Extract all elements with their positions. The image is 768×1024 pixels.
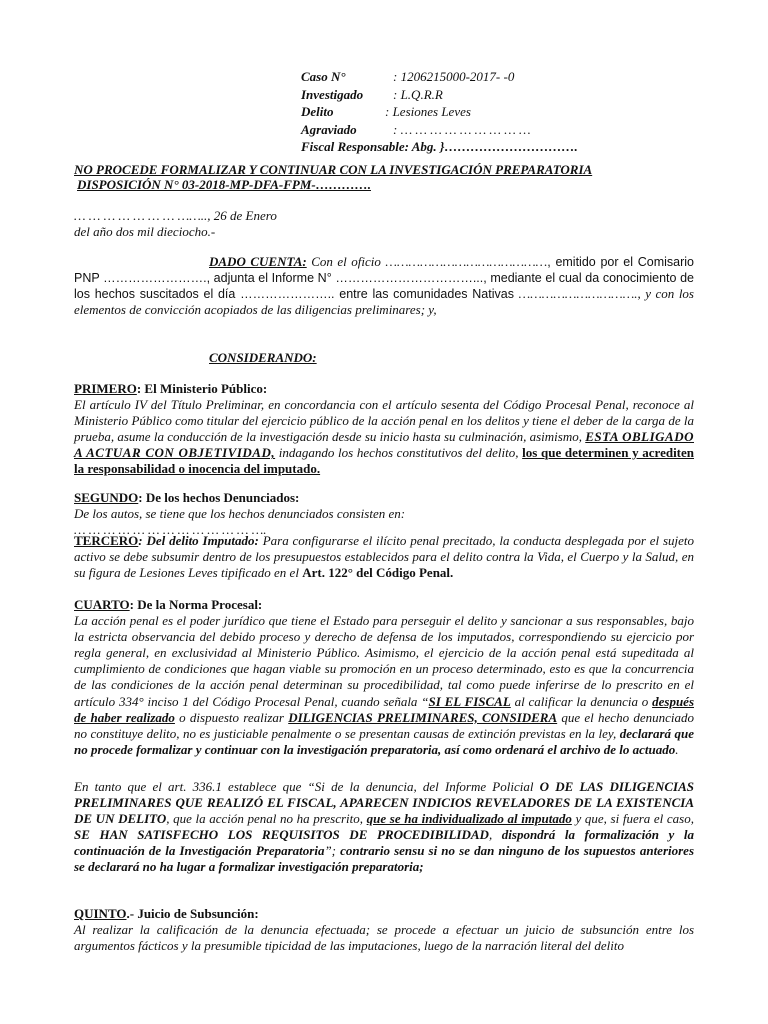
considerando-label: CONSIDERANDO: bbox=[209, 350, 317, 365]
art336-bold-5: contrario sensu si no se dan ninguno de los supuestos anteriores se declarará no ha lugar a formalizar investigación preparatoria; bbox=[74, 843, 695, 875]
cuarto-section bbox=[74, 597, 694, 758]
fiscal-label: Fiscal Responsable: Abg. }…………………………. bbox=[301, 139, 578, 154]
quinto-heading-rest: .- Juicio de Subsunción: bbox=[126, 906, 259, 921]
delito-value: : Lesiones Leves bbox=[385, 104, 471, 119]
art336-text-4: , bbox=[488, 827, 502, 843]
date-line-2: del año dos mil dieciocho.- bbox=[74, 224, 216, 240]
art336-bold-3: SE HAN SATISFECHO LOS REQUISITOS DE PROCEDIBILIDAD bbox=[74, 827, 489, 843]
delito-label: Delito bbox=[301, 104, 334, 119]
quinto-text-1: Al realizar la calificación de la denuncia efectuada; se procede a efectuar un juicio de subsunción entre los argumentos fácticos y la presumible tipicidad de las imputaciones, luego de la narración literal del delito bbox=[74, 922, 694, 954]
art336-bold-4: dispondrá la formalización y la continuación de la Investigación Preparatoria bbox=[74, 827, 694, 859]
segundo-section bbox=[74, 490, 694, 538]
disposition-number: DISPOSICIÓN N° 03-2018-MP-DFA-FPM-…………. bbox=[77, 177, 371, 192]
dado-cuenta-label: DADO CUENTA: bbox=[209, 254, 307, 269]
primero-section bbox=[74, 381, 694, 478]
resolution-title: NO PROCEDE FORMALIZAR Y CONTINUAR CON LA INVESTIGACIÓN PREPARATORIA bbox=[74, 162, 593, 177]
art336-text-2: , que la acción penal no ha prescrito, bbox=[166, 811, 367, 827]
cuarto-heading: CUARTO bbox=[74, 597, 130, 612]
case-number-row bbox=[301, 68, 578, 86]
case-number-value: : 1206215000-2017- -0 bbox=[393, 69, 515, 84]
primero-heading-rest: : El Ministerio Público: bbox=[136, 381, 268, 396]
case-header bbox=[301, 68, 578, 156]
cuarto-text-3: o dispuesto realizar bbox=[174, 709, 289, 725]
cuarto-heading-rest: : De la Norma Procesal: bbox=[129, 597, 263, 612]
art336-paragraph bbox=[74, 779, 694, 876]
art336-text-5: ”; bbox=[324, 843, 341, 859]
agraviado-value: : … … … … … … … … … bbox=[393, 121, 531, 137]
cuarto-text-1: La acción penal es el poder jurídico que tiene el Estado para perseguir el delito y sancionar a sus responsables, bajo la estricta observancia del debido proceso y derecho de defensa de los imputados, correspondiendo su ejercicio por regla general, en exclusividad al Ministerio Público. Asimismo, el ejercicio de la acción penal está supeditada al cumplimiento de condiciones que hagan viable su promoción en un proceso determinado, esto es que la concurrencia de las condiciones de la acción penal determinan su procedibilidad, tal como puede inferirse de lo prescrito en el artículo 334° inciso 1 del Código Procesal Penal, cuando señala “ bbox=[74, 613, 694, 709]
delito-row bbox=[301, 103, 578, 121]
agraviado-row bbox=[301, 121, 578, 139]
cuarto-bold-1: SI EL FISCAL bbox=[428, 693, 511, 709]
tercero-heading: TERCERO bbox=[74, 533, 139, 548]
primero-text-1: El artículo IV del Título Preliminar, en concordancia con el artículo sesenta del Código Procesal Penal, reconoce al Ministerio Público como titular del ejercicio público de la acción penal en los delitos y tiene el deber de la carga de la prueba, asume la conducción de la investigación desde su inicio hasta su culminación, asimismo, bbox=[74, 397, 694, 445]
quinto-heading: QUINTO bbox=[74, 906, 127, 921]
segundo-dots: … … … … … … … … … … … … …. bbox=[74, 522, 267, 538]
cuarto-bold-2: después de haber realizado bbox=[74, 693, 694, 725]
cuarto-text-4: que el hecho denunciado no constituye delito, no es justiciable penalmente o se presentan causas de extinción previstas en la ley, bbox=[74, 709, 694, 741]
dado-cuenta-text-3: …………………………., y con los elementos de convicción acopiados de las diligencias preliminares; y, bbox=[74, 286, 694, 318]
date-block bbox=[74, 208, 694, 240]
cuarto-text-5: . bbox=[675, 741, 679, 757]
agraviado-label: Agraviado bbox=[301, 121, 357, 137]
art336-text-3: y que, si fuera el caso, bbox=[571, 811, 694, 827]
dado-cuenta-text-2: , emitido por el Comisario PNP ……………………., adjunta el Informe N° ……………………………..., mediante el cual da conocimiento de los hechos suscitados el día ………………….. entre las comunidades Nativas bbox=[74, 255, 694, 302]
segundo-heading: SEGUNDO bbox=[74, 490, 139, 505]
art336-text-1: En tanto que el art. 336.1 establece que “Si de la denuncia, del Informe Policial bbox=[74, 779, 540, 794]
dado-cuenta-text-1: Con el oficio …………………………………… bbox=[306, 254, 548, 269]
case-number-label: Caso N° bbox=[301, 69, 346, 84]
investigado-row bbox=[301, 86, 578, 104]
tercero-text-1: Para configurarse el ilícito penal precitado, la conducta desplegada por el sujeto activo se debe subsumir dentro de los presupuestos establecidos para el delito contra la Vida, el Cuerpo y la Salud, en su figura de Lesiones Leves tipificado en el bbox=[74, 533, 695, 581]
primero-heading: PRIMERO bbox=[74, 381, 137, 396]
fiscal-row bbox=[301, 138, 578, 156]
art336-bold-1: O DE LAS DILIGENCIAS PRELIMINARES QUE REALIZÓ EL FISCAL, APARECEN INDICIOS REVELADORES DE LA EXISTENCIA DE UN DELITO bbox=[74, 779, 694, 827]
considerando-heading bbox=[209, 350, 409, 366]
primero-bold-2: los que determinen y acrediten la responsabilidad o inocencia del imputado. bbox=[74, 445, 695, 477]
primero-bold-1: ESTA OBLIGADO A ACTUAR CON OBJETIVIDAD, bbox=[74, 429, 694, 461]
segundo-text-1: De los autos, se tiene que los hechos denunciados consisten en: bbox=[74, 506, 406, 522]
cuarto-bold-4: declarará que no procede formalizar y continuar con la investigación preparatoria, así como ordenará el archivo de lo actuado bbox=[74, 725, 694, 757]
investigado-value: : L.Q.R.R bbox=[393, 86, 443, 102]
art336-bold-2: que se ha individualizado al imputado bbox=[366, 811, 572, 827]
cuarto-text-2: al calificar la denuncia o bbox=[510, 693, 653, 709]
quinto-section bbox=[74, 906, 694, 954]
segundo-heading-rest: : De los hechos Denunciados: bbox=[138, 490, 300, 505]
investigado-label: Investigado bbox=[301, 86, 364, 102]
tercero-section bbox=[74, 533, 694, 581]
primero-text-2: indagando los hechos constitutivos del delito, bbox=[275, 445, 523, 461]
date-line-1: … … … … … … … …….., 26 de Enero bbox=[74, 208, 277, 223]
tercero-bold-1: Art. 122° del Código Penal. bbox=[302, 565, 454, 581]
cuarto-bold-3: DILIGENCIAS PRELIMINARES, CONSIDERA bbox=[288, 709, 558, 725]
tercero-heading-rest: : Del delito Imputado: bbox=[138, 533, 259, 548]
dado-cuenta-paragraph bbox=[74, 254, 694, 318]
